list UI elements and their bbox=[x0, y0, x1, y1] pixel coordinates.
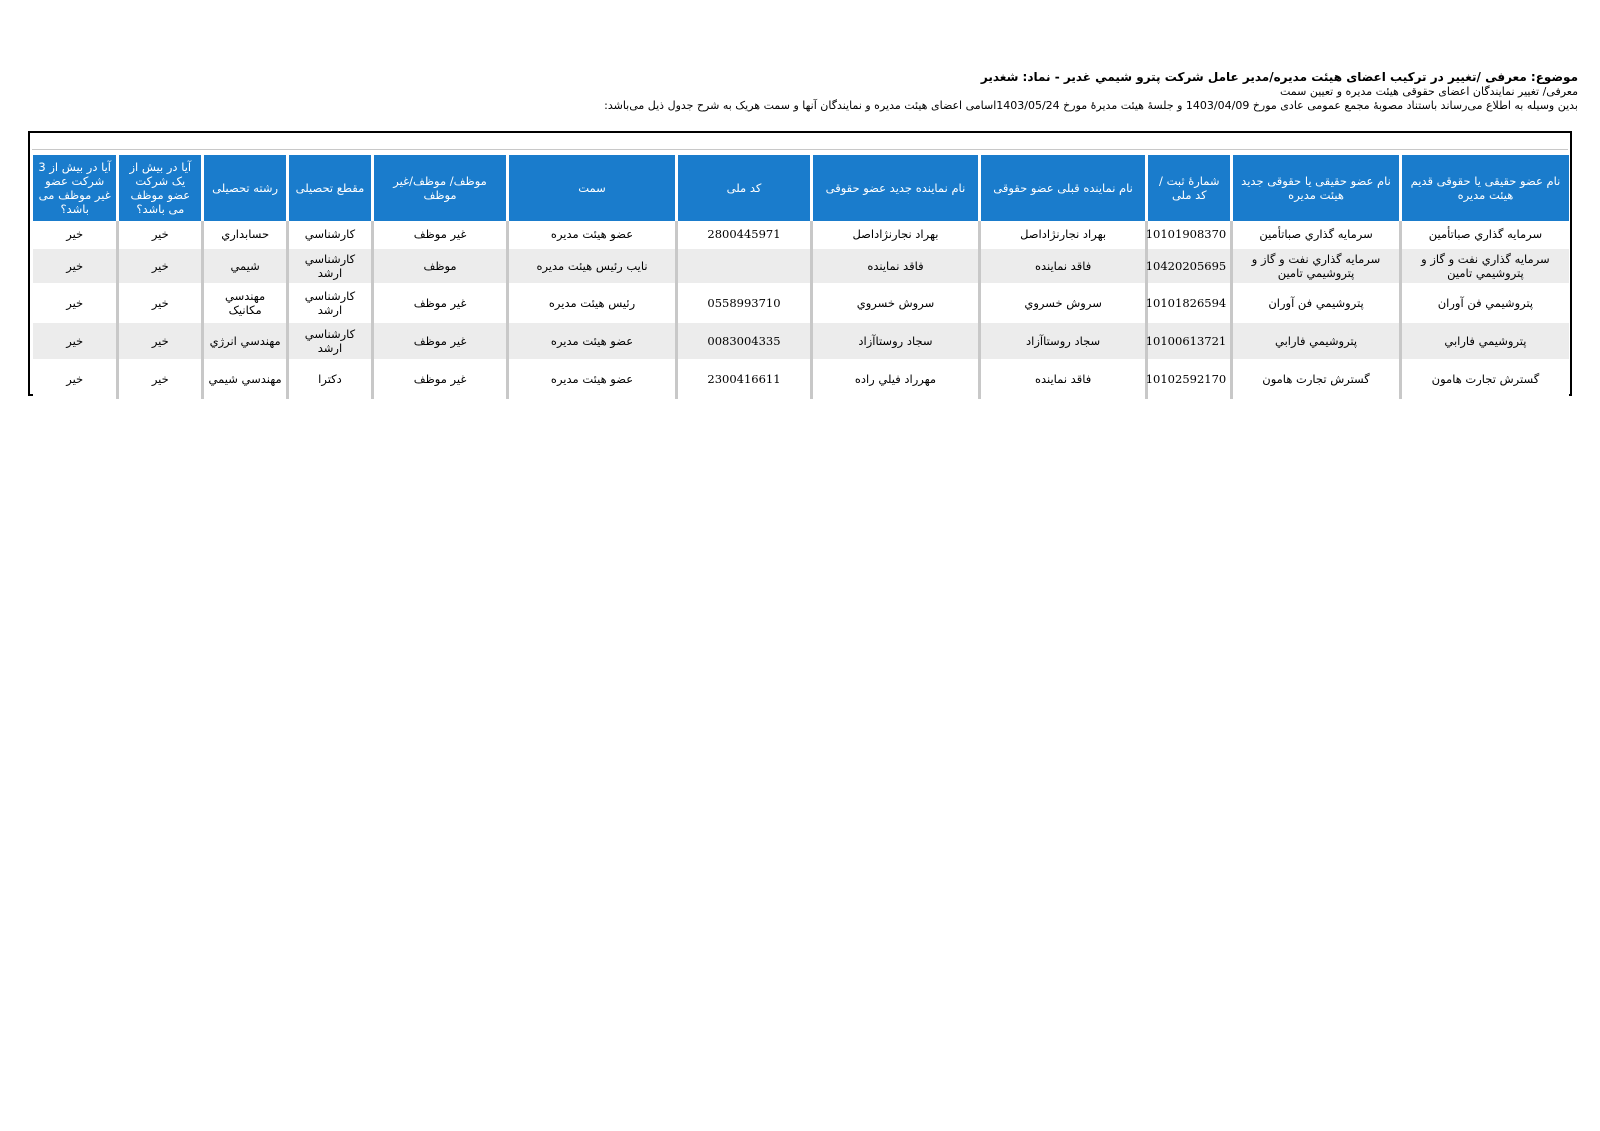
cell-multi-executive: خیر bbox=[118, 221, 203, 248]
cell-position: نایب رئیس هیئت مدیره bbox=[508, 248, 677, 284]
table-row bbox=[33, 360, 1569, 398]
cell-new-representative: سجاد روستاآزاد bbox=[812, 322, 980, 360]
cell-new-member: پتروشیمي فارابي bbox=[1232, 322, 1401, 360]
col-header-new-representative: نام نماینده جدید عضو حقوقی bbox=[812, 155, 980, 221]
cell-field-of-study: شیمي bbox=[203, 248, 288, 284]
cell-multi-executive: خیر bbox=[118, 248, 203, 284]
cell-multi-nonexecutive: خیر bbox=[33, 248, 118, 284]
document-header bbox=[378, 70, 1578, 113]
col-header-multi-executive: آیا در بیش از یک شرکت عضو موظف می باشد؟ bbox=[118, 155, 203, 221]
table-frame bbox=[28, 131, 1572, 396]
col-header-executive-status: موظف/ موظف/غیر موظف bbox=[372, 155, 507, 221]
cell-new-member: سرمایه گذاري صباتأمین bbox=[1232, 221, 1401, 248]
subject-line: موضوع: معرفی /تغییر در ترکیب اعضای هیئت مدیره/مدیر عامل شرکت پترو شیمي غدیر - نماد: شغدیر bbox=[980, 70, 1578, 84]
cell-national-id: 2800445971 bbox=[676, 221, 811, 248]
cell-field-of-study: حسابداري bbox=[203, 221, 288, 248]
board-members-table bbox=[33, 155, 1569, 399]
cell-executive-status: غیر موظف bbox=[372, 322, 507, 360]
cell-new-representative: بهراد نجارنژاداصل bbox=[812, 221, 980, 248]
cell-previous-representative: بهراد نجارنژاداصل bbox=[979, 221, 1147, 248]
col-header-registration-number: شمارهٔ ثبت / کد ملی bbox=[1147, 155, 1232, 221]
cell-position: عضو هیئت مدیره bbox=[508, 322, 677, 360]
cell-multi-nonexecutive: خیر bbox=[33, 221, 118, 248]
table-header-row bbox=[33, 155, 1569, 221]
table-row bbox=[33, 248, 1569, 284]
table-row bbox=[33, 322, 1569, 360]
cell-multi-executive: خیر bbox=[118, 284, 203, 322]
cell-education-level: کارشناسي ارشد bbox=[288, 248, 373, 284]
col-header-old-member: نام عضو حقیقی یا حقوقی قدیم هیئت مدیره bbox=[1400, 155, 1569, 221]
cell-field-of-study: مهندسي انرژي bbox=[203, 322, 288, 360]
cell-new-member: گسترش تجارت هامون bbox=[1232, 360, 1401, 398]
cell-education-level: کارشناسي ارشد bbox=[288, 322, 373, 360]
cell-old-member: سرمایه گذاري نفت و گاز و پتروشیمي تامین bbox=[1400, 248, 1569, 284]
cell-old-member: گسترش تجارت هامون bbox=[1400, 360, 1569, 398]
cell-national-id: 2300416611 bbox=[676, 360, 811, 398]
cell-national-id: 0558993710 bbox=[676, 284, 811, 322]
cell-registration-number: 10420205695 bbox=[1147, 248, 1232, 284]
frame-divider bbox=[32, 149, 1568, 150]
cell-position: عضو هیئت مدیره bbox=[508, 221, 677, 248]
table-row bbox=[33, 221, 1569, 248]
col-header-new-member: نام عضو حقیقی یا حقوقی جدید هیئت مدیره bbox=[1232, 155, 1401, 221]
cell-old-member: پتروشیمي فارابي bbox=[1400, 322, 1569, 360]
cell-position: رئیس هیئت مدیره bbox=[508, 284, 677, 322]
cell-executive-status: غیر موظف bbox=[372, 221, 507, 248]
cell-executive-status: غیر موظف bbox=[372, 284, 507, 322]
col-header-multi-nonexecutive: آیا در بیش از 3 شرکت عضو غیر موظف می باشد؟ bbox=[33, 155, 118, 221]
subtitle-line: معرفی/ تغییر نمایندگان اعضای حقوقی هیئت مدیره و تعیین سمت bbox=[1279, 85, 1578, 98]
cell-new-representative: فاقد نماینده bbox=[812, 248, 980, 284]
cell-previous-representative: سروش خسروي bbox=[979, 284, 1147, 322]
cell-education-level: کارشناسي ارشد bbox=[288, 284, 373, 322]
cell-multi-nonexecutive: خیر bbox=[33, 360, 118, 398]
cell-position: عضو هیئت مدیره bbox=[508, 360, 677, 398]
col-header-national-id: کد ملی bbox=[676, 155, 811, 221]
cell-executive-status: غیر موظف bbox=[372, 360, 507, 398]
col-header-position: سمت bbox=[508, 155, 677, 221]
cell-registration-number: 10100613721 bbox=[1147, 322, 1232, 360]
cell-multi-nonexecutive: خیر bbox=[33, 322, 118, 360]
cell-new-member: سرمایه گذاري نفت و گاز و پتروشیمي تامین bbox=[1232, 248, 1401, 284]
col-header-previous-representative: نام نماینده قبلی عضو حقوقی bbox=[979, 155, 1147, 221]
cell-previous-representative: فاقد نماینده bbox=[979, 248, 1147, 284]
cell-new-member: پتروشیمي فن آوران bbox=[1232, 284, 1401, 322]
cell-old-member: سرمایه گذاري صباتأمین bbox=[1400, 221, 1569, 248]
col-header-field-of-study: رشته تحصیلی bbox=[203, 155, 288, 221]
cell-new-representative: سروش خسروي bbox=[812, 284, 980, 322]
cell-registration-number: 10102592170 bbox=[1147, 360, 1232, 398]
cell-education-level: دکترا bbox=[288, 360, 373, 398]
intro-line: بدین وسیله به اطلاع می‌رساند باستناد مصوبهٔ مجمع عمومی عادی مورخ 1403/04/09 و جلسهٔ هیئت مدیرهٔ مورخ 1403/05/24اسامی اعضای هیئت مدیره و نمایندگان آنها و سمت هریک به شرح جدول ذیل می‌باشد: bbox=[604, 99, 1578, 112]
cell-field-of-study: مهندسي شیمي bbox=[203, 360, 288, 398]
cell-multi-executive: خیر bbox=[118, 360, 203, 398]
cell-field-of-study: مهندسي مکانیک bbox=[203, 284, 288, 322]
cell-old-member: پتروشیمي فن آوران bbox=[1400, 284, 1569, 322]
cell-multi-nonexecutive: خیر bbox=[33, 284, 118, 322]
cell-education-level: کارشناسي bbox=[288, 221, 373, 248]
cell-new-representative: مهرراد فیلي راده bbox=[812, 360, 980, 398]
col-header-education-level: مقطع تحصیلی bbox=[288, 155, 373, 221]
cell-multi-executive: خیر bbox=[118, 322, 203, 360]
table-row bbox=[33, 284, 1569, 322]
cell-previous-representative: فاقد نماینده bbox=[979, 360, 1147, 398]
cell-national-id bbox=[676, 248, 811, 284]
cell-registration-number: 10101908370 bbox=[1147, 221, 1232, 248]
cell-registration-number: 10101826594 bbox=[1147, 284, 1232, 322]
cell-national-id: 0083004335 bbox=[676, 322, 811, 360]
cell-executive-status: موظف bbox=[372, 248, 507, 284]
cell-previous-representative: سجاد روستاآزاد bbox=[979, 322, 1147, 360]
